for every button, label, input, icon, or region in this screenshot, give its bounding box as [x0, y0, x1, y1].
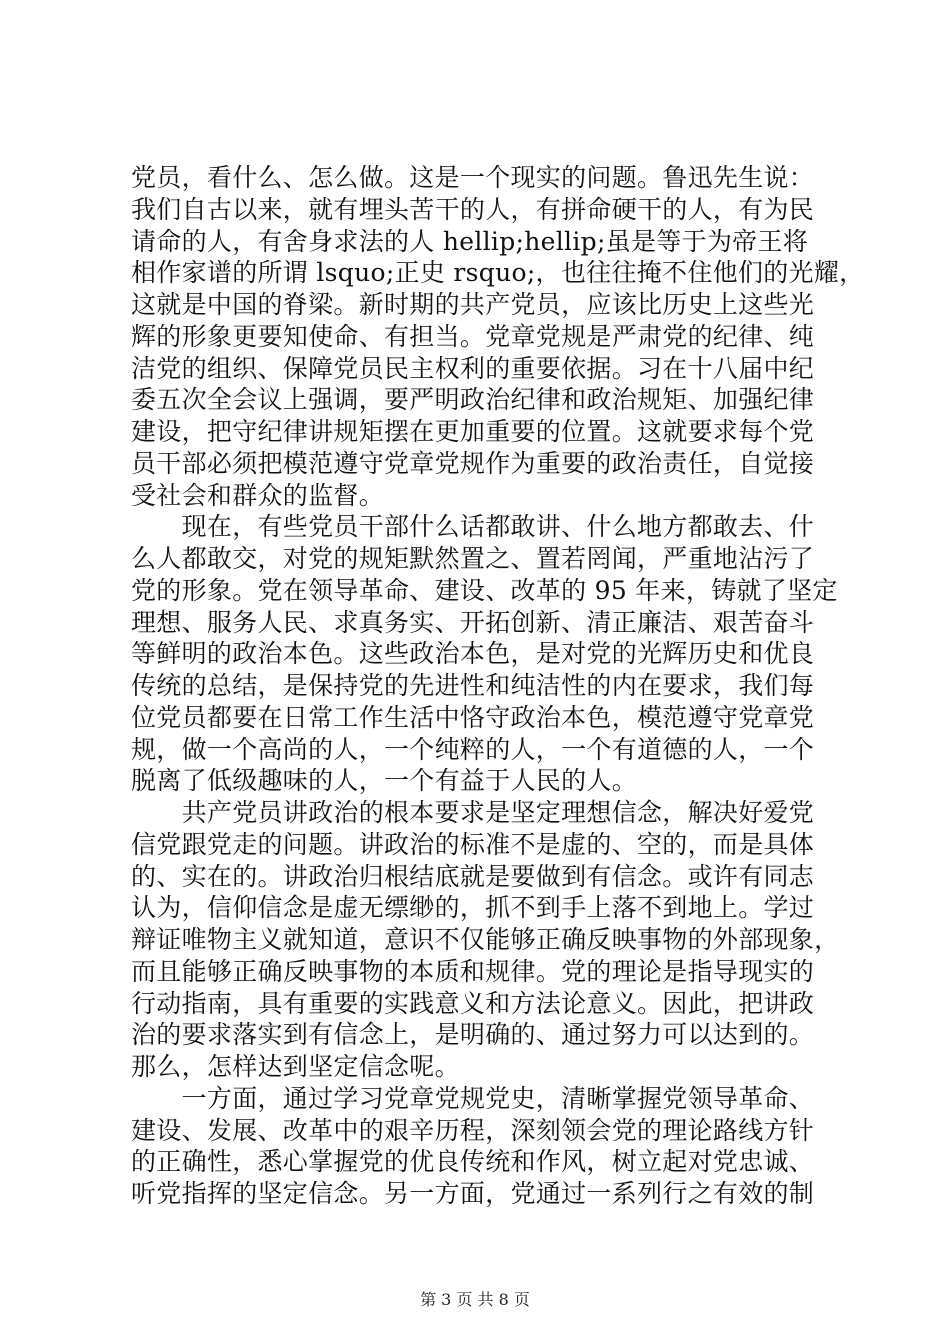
text-line: 脱离了低级趣味的人，一个有益于人民的人。	[131, 766, 638, 796]
text-line: 受社会和群众的监督。	[131, 480, 385, 510]
text-line: 相作家谱的所谓 lsquo;正史 rsquo;，也往往掩不住他们的光耀，	[131, 258, 865, 288]
text-line: 党的形象。党在领导革命、建设、改革的 95 年来，铸就了坚定	[131, 575, 838, 605]
text-line: 理想、服务人民、求真务实、开拓创新、清正廉洁、艰苦奋斗	[131, 607, 815, 637]
text-line: 认为，信仰信念是虚无缥缈的，抓不到手上落不到地上。学过	[131, 893, 815, 923]
text-line: 位党员都要在日常工作生活中恪守政治本色，模范遵守党章党	[131, 702, 815, 732]
text-line: 么人都敢交，对党的规矩默然置之、置若罔闻，严重地沾污了	[131, 544, 815, 573]
text-line: 规，做一个高尚的人，一个纯粹的人，一个有道德的人，一个	[131, 734, 815, 764]
text-line: 辩证唯物主义就知道，意识不仅能够正确反映事物的外部现象，	[131, 925, 840, 954]
text-line: 党员，看什么、怎么做。这是一个现实的问题。鲁迅先生说：	[131, 163, 815, 192]
text-line: 辉的形象更要知使命、有担当。党章党规是严肃党的纪律、纯	[131, 321, 815, 351]
text-line: 听党指挥的坚定信念。另一方面，党通过一系列行之有效的制	[131, 1179, 815, 1208]
text-line: 请命的人，有舍身求法的人 hellip;hellip;虽是等于为帝王将	[131, 226, 809, 256]
text-line: 建设、发展、改革中的艰辛历程，深刻领会党的理论路线方针	[131, 1115, 815, 1145]
text-line: 那么，怎样达到坚定信念呢。	[131, 1052, 460, 1081]
text-line: 行动指南，具有重要的实践意义和方法论意义。因此，把讲政	[131, 988, 815, 1018]
text-line: 我们自古以来，就有埋头苦干的人，有拼命硬干的人，有为民	[131, 194, 815, 224]
page-footer: 第 3 页 共 8 页	[420, 1290, 530, 1309]
text-line: 治的要求落实到有信念上，是明确的、通过努力可以达到的。	[131, 1020, 815, 1050]
text-line: 的、实在的。讲政治归根结底就是要做到有信念。或许有同志	[131, 861, 815, 891]
text-line: 一方面，通过学习党章党规党史，清晰掌握党领导革命、	[131, 1083, 815, 1113]
text-line: 的正确性，悉心掌握党的优良传统和作风，树立起对党忠诚、	[131, 1147, 815, 1177]
text-line: 信党跟党走的问题。讲政治的标准不是虚的、空的，而是具体	[131, 829, 815, 859]
text-line: 员干部必须把模范遵守党章党规作为重要的政治责任，自觉接	[131, 448, 815, 478]
text-line: 洁党的组织、保障党员民主权利的重要依据。习在十八届中纪	[131, 353, 815, 383]
text-line: 委五次全会议上强调，要严明政治纪律和政治规矩、加强纪律	[131, 385, 815, 415]
text-line: 而且能够正确反映事物的本质和规律。党的理论是指导现实的	[131, 956, 815, 986]
text-line: 共产党员讲政治的根本要求是坚定理想信念，解决好爱党	[131, 798, 815, 827]
text-line: 传统的总结，是保持党的先进性和纯洁性的内在要求，我们每	[131, 671, 815, 700]
text-line: 建设，把守纪律讲规矩摆在更加重要的位置。这就要求每个党	[131, 417, 815, 446]
text-line: 现在，有些党员干部什么话都敢讲、什么地方都敢去、什	[131, 512, 815, 542]
text-line: 等鲜明的政治本色。这些政治本色，是对党的光辉历史和优良	[131, 639, 815, 669]
text-line: 这就是中国的脊梁。新时期的共产党员，应该比历史上这些光	[131, 290, 815, 319]
